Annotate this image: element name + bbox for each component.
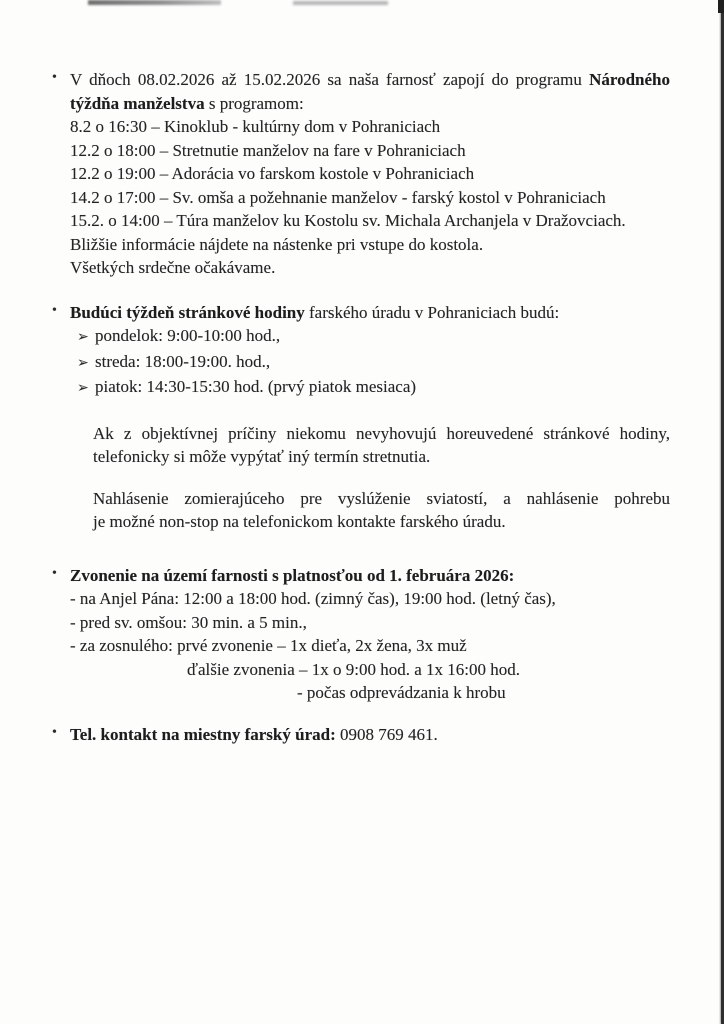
marriage-week-intro-line2: [70, 92, 670, 116]
arrow-bullet-icon: ➢: [77, 354, 89, 371]
intro-line2-bold-text: týždňa manželstva: [70, 93, 205, 113]
note1-line2: telefonicky si môže vypýtať iný termín stretnutia.: [93, 447, 431, 466]
scan-artifact-top-right-corner: [718, 0, 724, 13]
bells-line-deceased: - za zosnulého: prvé zvonenie – 1x dieťa, 2x žena, 3x muž: [70, 636, 467, 655]
section-office-hours: [52, 301, 670, 534]
office-hours-item-wednesday: [70, 350, 670, 376]
section-phone-contact: [52, 723, 670, 747]
office-hours-item-friday: [70, 375, 670, 401]
phone-contact-label: Tel. kontakt na miestny farský úrad:: [70, 724, 336, 744]
bullet-icon: •: [52, 70, 57, 85]
info-note-line: Bližšie informácie nájdete na nástenke pri vstupe do kostola.: [70, 234, 484, 254]
office-hours-note-emergency: [70, 487, 670, 534]
bullet-icon: •: [52, 565, 57, 581]
schedule-line: 15.2. o 14:00 – Túra manželov ku Kostolu sv. Michala Archanjela v Dražovciach.: [70, 211, 626, 230]
schedule-line: 12.2 o 19:00 – Adorácia vo farskom kostole v Pohraniciach: [70, 164, 475, 183]
office-hours-heading-bold: Budúci týždeň stránkové hodiny: [70, 302, 305, 322]
marriage-week-intro-line1: [70, 68, 670, 92]
office-hours-note-alternative: [70, 422, 670, 469]
bullet-icon: •: [52, 724, 57, 740]
schedule-line: 8.2 o 16:30 – Kinoklub - kultúrny dom v Pohraniciach: [70, 117, 441, 136]
arrow-bullet-icon: ➢: [77, 329, 89, 345]
intro-line1-regular-text: V dňoch 08.02.2026 až 15.02.2026 sa naša farnosť zapojí do programu: [70, 70, 582, 89]
note1-line1: Ak z objektívnej príčiny niekomu nevyhovujú horeuvedené stránkové hodiny,: [93, 423, 670, 443]
section-marriage-week: [52, 68, 670, 280]
office-hours-heading: [70, 301, 670, 325]
arrow-bullet-icon: ➢: [77, 380, 89, 396]
note2-line1: Nahlásenie zomierajúceho pre vyslúženie sviatostí, a nahlásenie pohrebu: [93, 488, 670, 508]
bells-line-before-mass: - pred sv. omšou: 30 min. a 5 min.,: [70, 612, 307, 632]
phone-contact-number: 0908 769 461.: [340, 724, 438, 744]
document-content: [52, 68, 670, 746]
bells-line-further-ringing: ďalšie zvonenia – 1x o 9:00 hod. a 1x 16:00 hod.: [187, 659, 520, 679]
bullet-icon: •: [52, 302, 57, 318]
office-hours-heading-regular: farského úradu v Pohraniciach budú:: [309, 302, 560, 322]
welcome-line: Všetkých srdečne očakávame.: [70, 258, 276, 277]
office-hours-friday-text: piatok: 14:30-15:30 hod. (prvý piatok mesiaca): [95, 377, 417, 396]
schedule-line: 14.2 o 17:00 – Sv. omša a požehnanie manželov - farský kostol v Pohraniciach: [70, 187, 606, 207]
office-hours-item-monday: [70, 324, 670, 350]
bells-heading-bold: Zvonenie na území farnosti s platnosťou od 1. februára 2026:: [70, 565, 515, 585]
note2-line2: je možné non-stop na telefonickom kontakte farského úradu.: [93, 512, 506, 531]
bells-line-angelus: - na Anjel Pána: 12:00 a 18:00 hod. (zimný čas), 19:00 hod. (letný čas),: [70, 589, 556, 608]
intro-line2-regular-text: s programom:: [208, 93, 304, 113]
scan-artifact-top-smudge-dark: [88, 0, 221, 5]
scan-artifact-top-smudge-light: [293, 1, 388, 5]
office-hours-wednesday-text: streda: 18:00-19:00. hod.,: [95, 351, 271, 371]
intro-line1-bold-text: Národného: [589, 70, 670, 89]
bells-line-during-procession: - počas odprevádzania k hrobu: [297, 683, 506, 702]
section-bell-ringing: [52, 564, 670, 705]
office-hours-monday-text: pondelok: 9:00-10:00 hod.,: [95, 326, 281, 345]
schedule-line: 12.2 o 18:00 – Stretnutie manželov na fare v Pohraniciach: [70, 140, 466, 160]
phone-contact-line: [70, 723, 670, 747]
bells-heading: [70, 564, 670, 588]
